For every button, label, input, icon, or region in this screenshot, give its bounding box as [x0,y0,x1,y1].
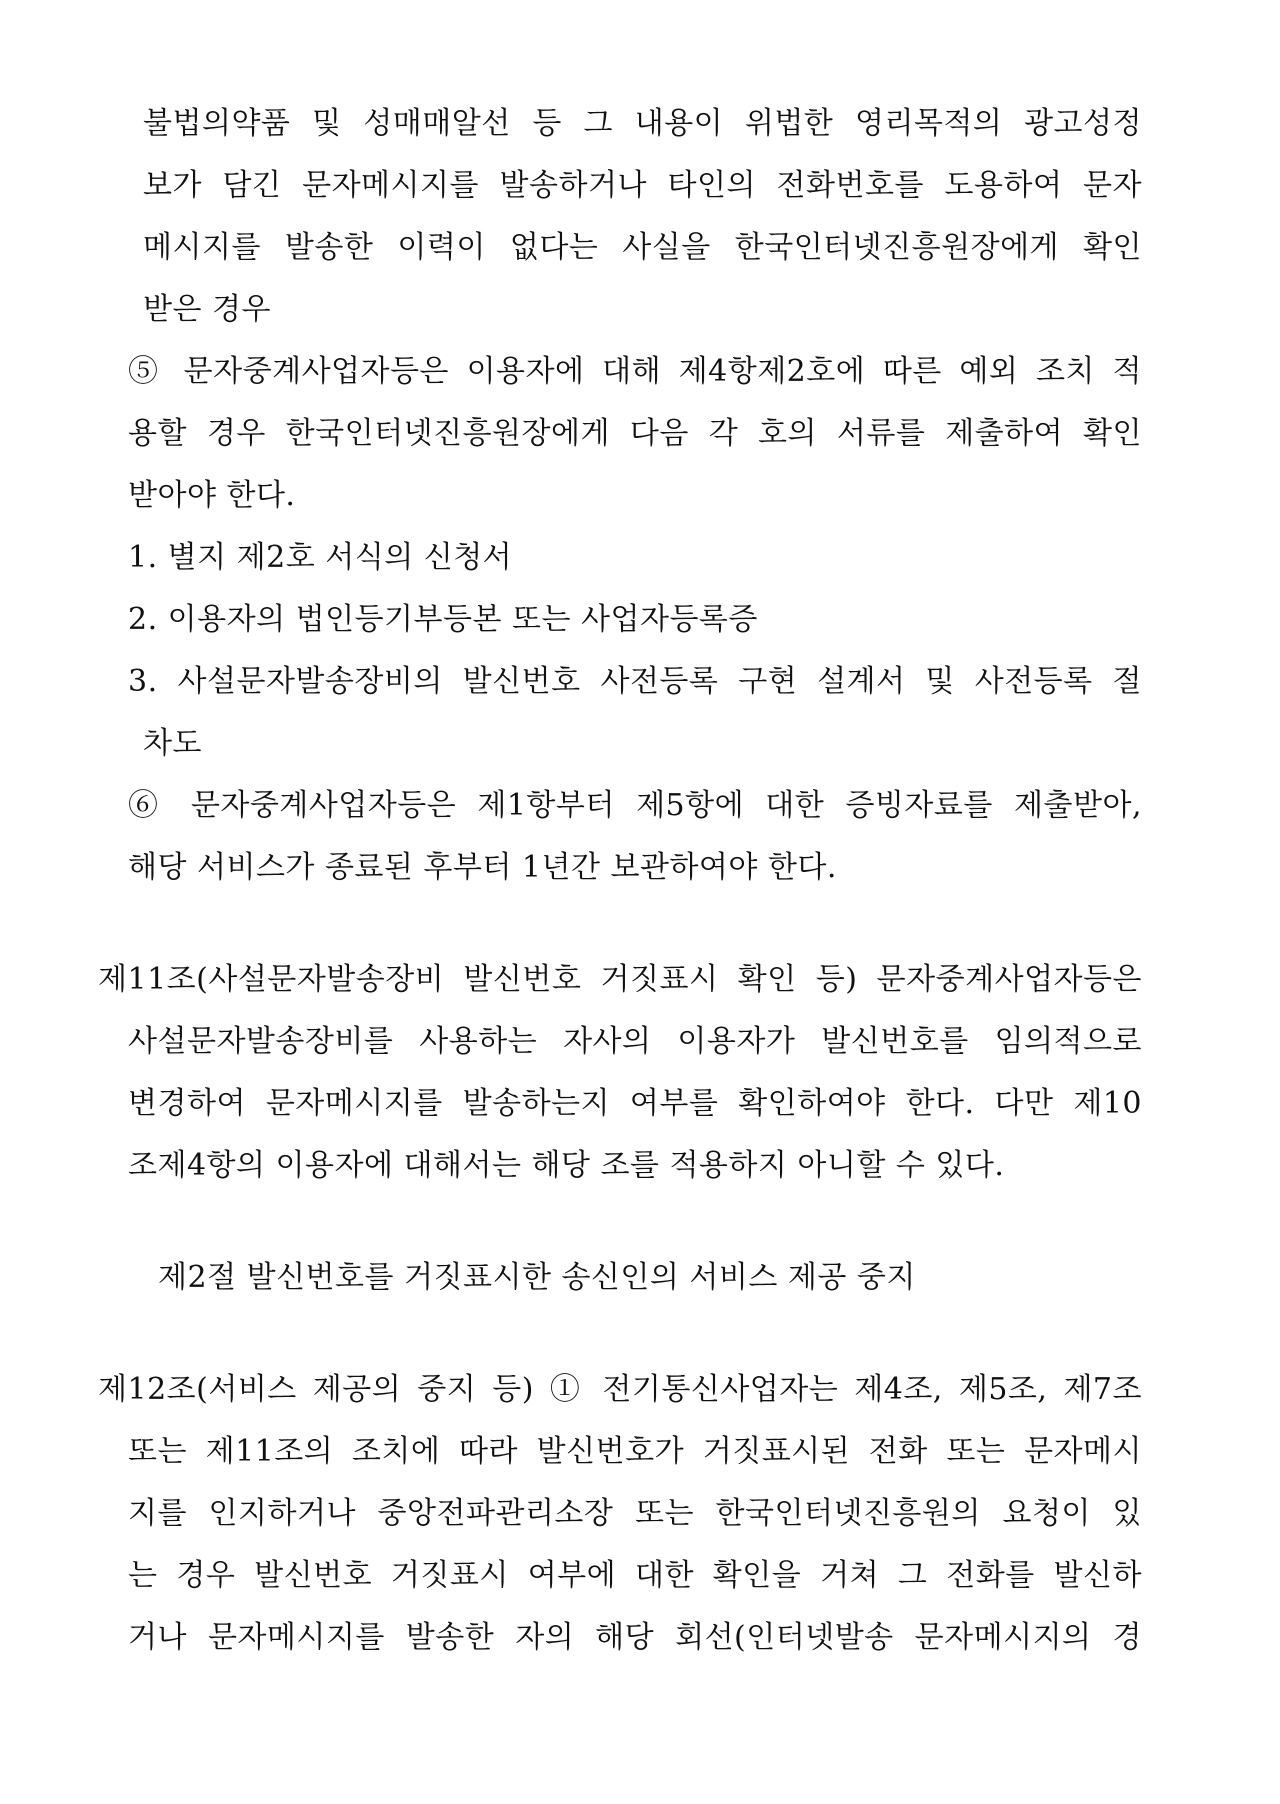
section-2-heading: 제2절 발신번호를 거짓표시한 송신인의 서비스 제공 중지 [158,1260,916,1295]
article-12-line-4: 는 경우 발신번호 거짓표시 여부에 대한 확인을 거쳐 그 전화를 발신하 [128,1558,1142,1593]
paragraph-6-line-2: 해당 서비스가 종료된 후부터 1년간 보관하여야 한다. [128,850,837,885]
paragraph-5-line-3: 받아야 한다. [128,478,296,513]
paragraph-5-line-2: 용할 경우 한국인터넷진흥원장에게 다음 각 호의 서류를 제출하여 확인 [128,416,1142,451]
article-12-line-5: 거나 문자메시지를 발송한 자의 해당 회선(인터넷발송 문자메시지의 경 [128,1620,1142,1655]
item-2: 2. 이용자의 법인등기부등본 또는 사업자등록증 [128,602,758,637]
article-11-line-1: 제11조(사설문자발송장비 발신번호 거짓표시 확인 등) 문자중계사업자등은 [98,962,1142,997]
paragraph-5-line-1: ⑤ 문자중계사업자등은 이용자에 대해 제4항제2호에 따른 예외 조치 적 [128,354,1142,389]
article-11-line-3: 변경하여 문자메시지를 발송하는지 여부를 확인하여야 한다. 다만 제10 [128,1086,1142,1121]
article-12-line-1: 제12조(서비스 제공의 중지 등) ① 전기통신사업자는 제4조, 제5조, 제7조 [98,1372,1142,1407]
continuation-line-1: 불법의약품 및 성매매알선 등 그 내용이 위법한 영리목적의 광고성정 [143,106,1142,141]
article-11-line-2: 사설문자발송장비를 사용하는 자사의 이용자가 발신번호를 임의적으로 [128,1024,1142,1059]
item-3-line-1: 3. 사설문자발송장비의 발신번호 사전등록 구현 설계서 및 사전등록 절 [128,664,1142,699]
continuation-line-3: 메시지를 발송한 이력이 없다는 사실을 한국인터넷진흥원장에게 확인 [143,230,1142,265]
article-11-line-4: 조제4항의 이용자에 대해서는 해당 조를 적용하지 아니할 수 있다. [128,1148,1005,1183]
continuation-line-4: 받은 경우 [143,292,271,327]
continuation-line-2: 보가 담긴 문자메시지를 발송하거나 타인의 전화번호를 도용하여 문자 [143,168,1142,203]
item-3-line-2: 차도 [143,726,202,761]
article-12-line-3: 지를 인지하거나 중앙전파관리소장 또는 한국인터넷진흥원의 요청이 있 [128,1496,1142,1531]
paragraph-6-line-1: ⑥ 문자중계사업자등은 제1항부터 제5항에 대한 증빙자료를 제출받아, [128,788,1142,823]
article-12-line-2: 또는 제11조의 조치에 따라 발신번호가 거짓표시된 전화 또는 문자메시 [128,1434,1142,1469]
item-1: 1. 별지 제2호 서식의 신청서 [128,540,513,575]
